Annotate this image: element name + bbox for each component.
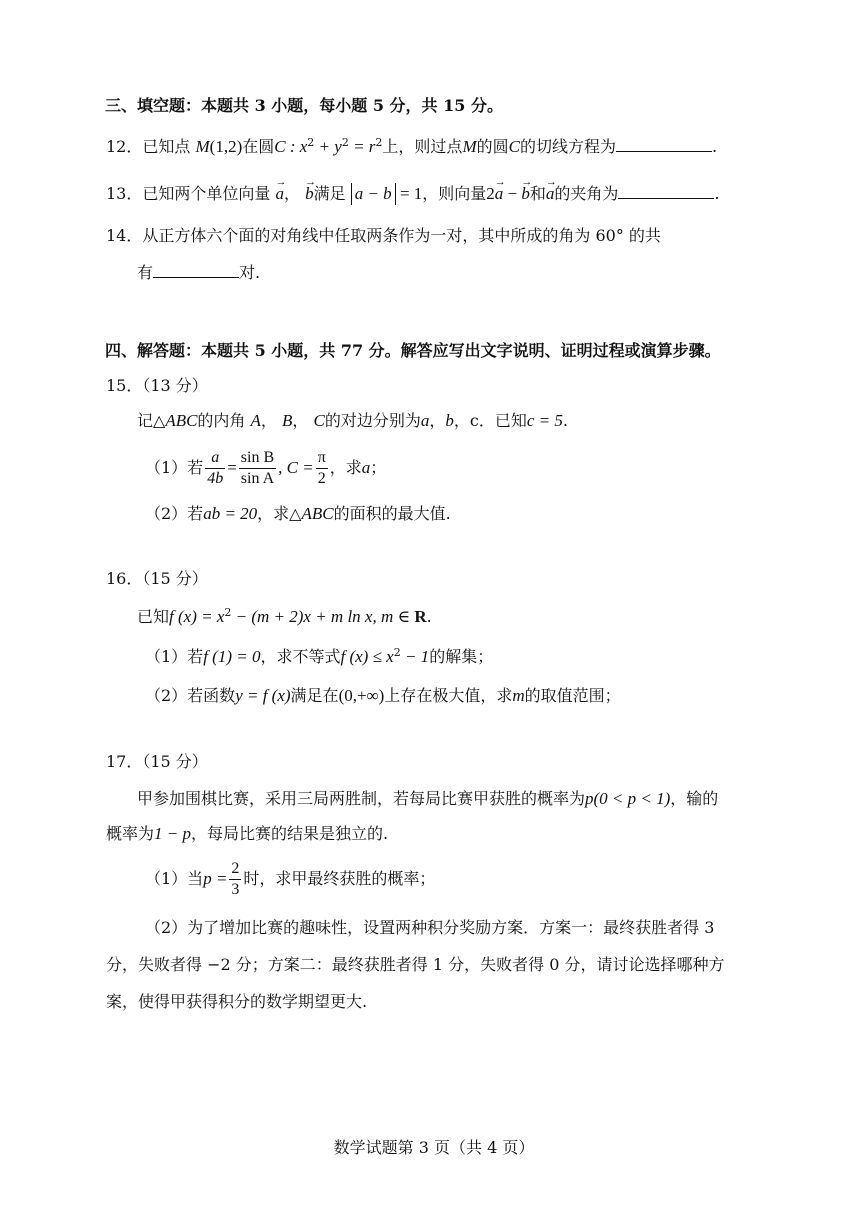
question-16-part2: （2）若函数y = f (x)满足在(0,+∞)上存在极大值，求m的取值范围； bbox=[145, 686, 621, 705]
question-16-number: 16．（15 分） bbox=[106, 569, 208, 588]
question-16-stem: 已知f $(x) = x^2 - (m + 2)x + m$ ln x, m ∈ R. bbox=[137, 606, 432, 626]
question-15-number: 15．（13 分） bbox=[106, 376, 208, 395]
answer-blank bbox=[618, 180, 714, 199]
page-footer: 数学试题第 3 页（共 4 页） bbox=[333, 1138, 535, 1157]
question-17-part1: （1）当p = $\frac{2}{3}$ 时，求甲最终获胜的概率； bbox=[145, 860, 436, 898]
section3-heading: 三、填空题：本题共 3 小题，每小题 5 分，共 15 分。 bbox=[105, 96, 503, 115]
question-16-part1: （1）若f (1) = 0，求不等式f $(x) \le x^2 - 1$的解集； bbox=[145, 646, 494, 666]
question-15-stem: 记△ABC的内角 A， B， C的对边分别为a，b，c．已知c = 5. bbox=[137, 411, 568, 430]
question-17-stem-line1: 甲参加围棋比赛，采用三局两胜制，若每局比赛甲获胜的概率为p(0 < p < 1)，输的 bbox=[137, 789, 719, 808]
question-15-part1: （1）若 $\frac{a}{4b}$ = $\frac{\text{sin B}}{\text{sin A}}$ , C = $\frac{\pi}{2}$ ，求a； bbox=[145, 449, 387, 487]
question-13: 13．已知两个单位向量 → a， → b满足 a − b = 1，则向量2→ a − → b和→ a的夹角为 . bbox=[106, 180, 720, 206]
question-17-stem-line2: 概率为1 − p，每局比赛的结果是独立的. bbox=[106, 824, 389, 843]
question-17-number: 17．（15 分） bbox=[106, 752, 208, 771]
answer-blank bbox=[153, 259, 239, 278]
question-14: 14．从正方体六个面的对角线中任取两条作为一对，其中所成的角为 60° 的共 bbox=[106, 226, 661, 245]
answer-blank bbox=[616, 133, 712, 152]
question-17-part2-line3: 案，使得甲获得积分的数学期望更大. bbox=[106, 992, 368, 1011]
section4-heading: 四、解答题：本题共 5 小题，共 77 分。解答应写出文字说明、证明过程或演算步骤。 bbox=[105, 341, 721, 360]
question-14-line2: 有 对. bbox=[137, 259, 260, 285]
question-12: 12．已知点 M(1,2)在圆C : $x^2 + y^2 = r^2$上，则过点M的圆C的切线方程为 . bbox=[106, 133, 717, 159]
question-17-part2-line2: 分，失败者得 −2 分；方案二：最终获胜者得 1 分，失败者得 0 分，请讨论选择哪种方 bbox=[106, 955, 725, 974]
question-17-part2-line1: （2）为了增加比赛的趣味性，设置两种积分奖励方案．方案一：最终获胜者得 3 bbox=[145, 918, 715, 937]
question-15-part2: （2）若ab = 20，求△ABC的面积的最大值. bbox=[145, 504, 451, 523]
